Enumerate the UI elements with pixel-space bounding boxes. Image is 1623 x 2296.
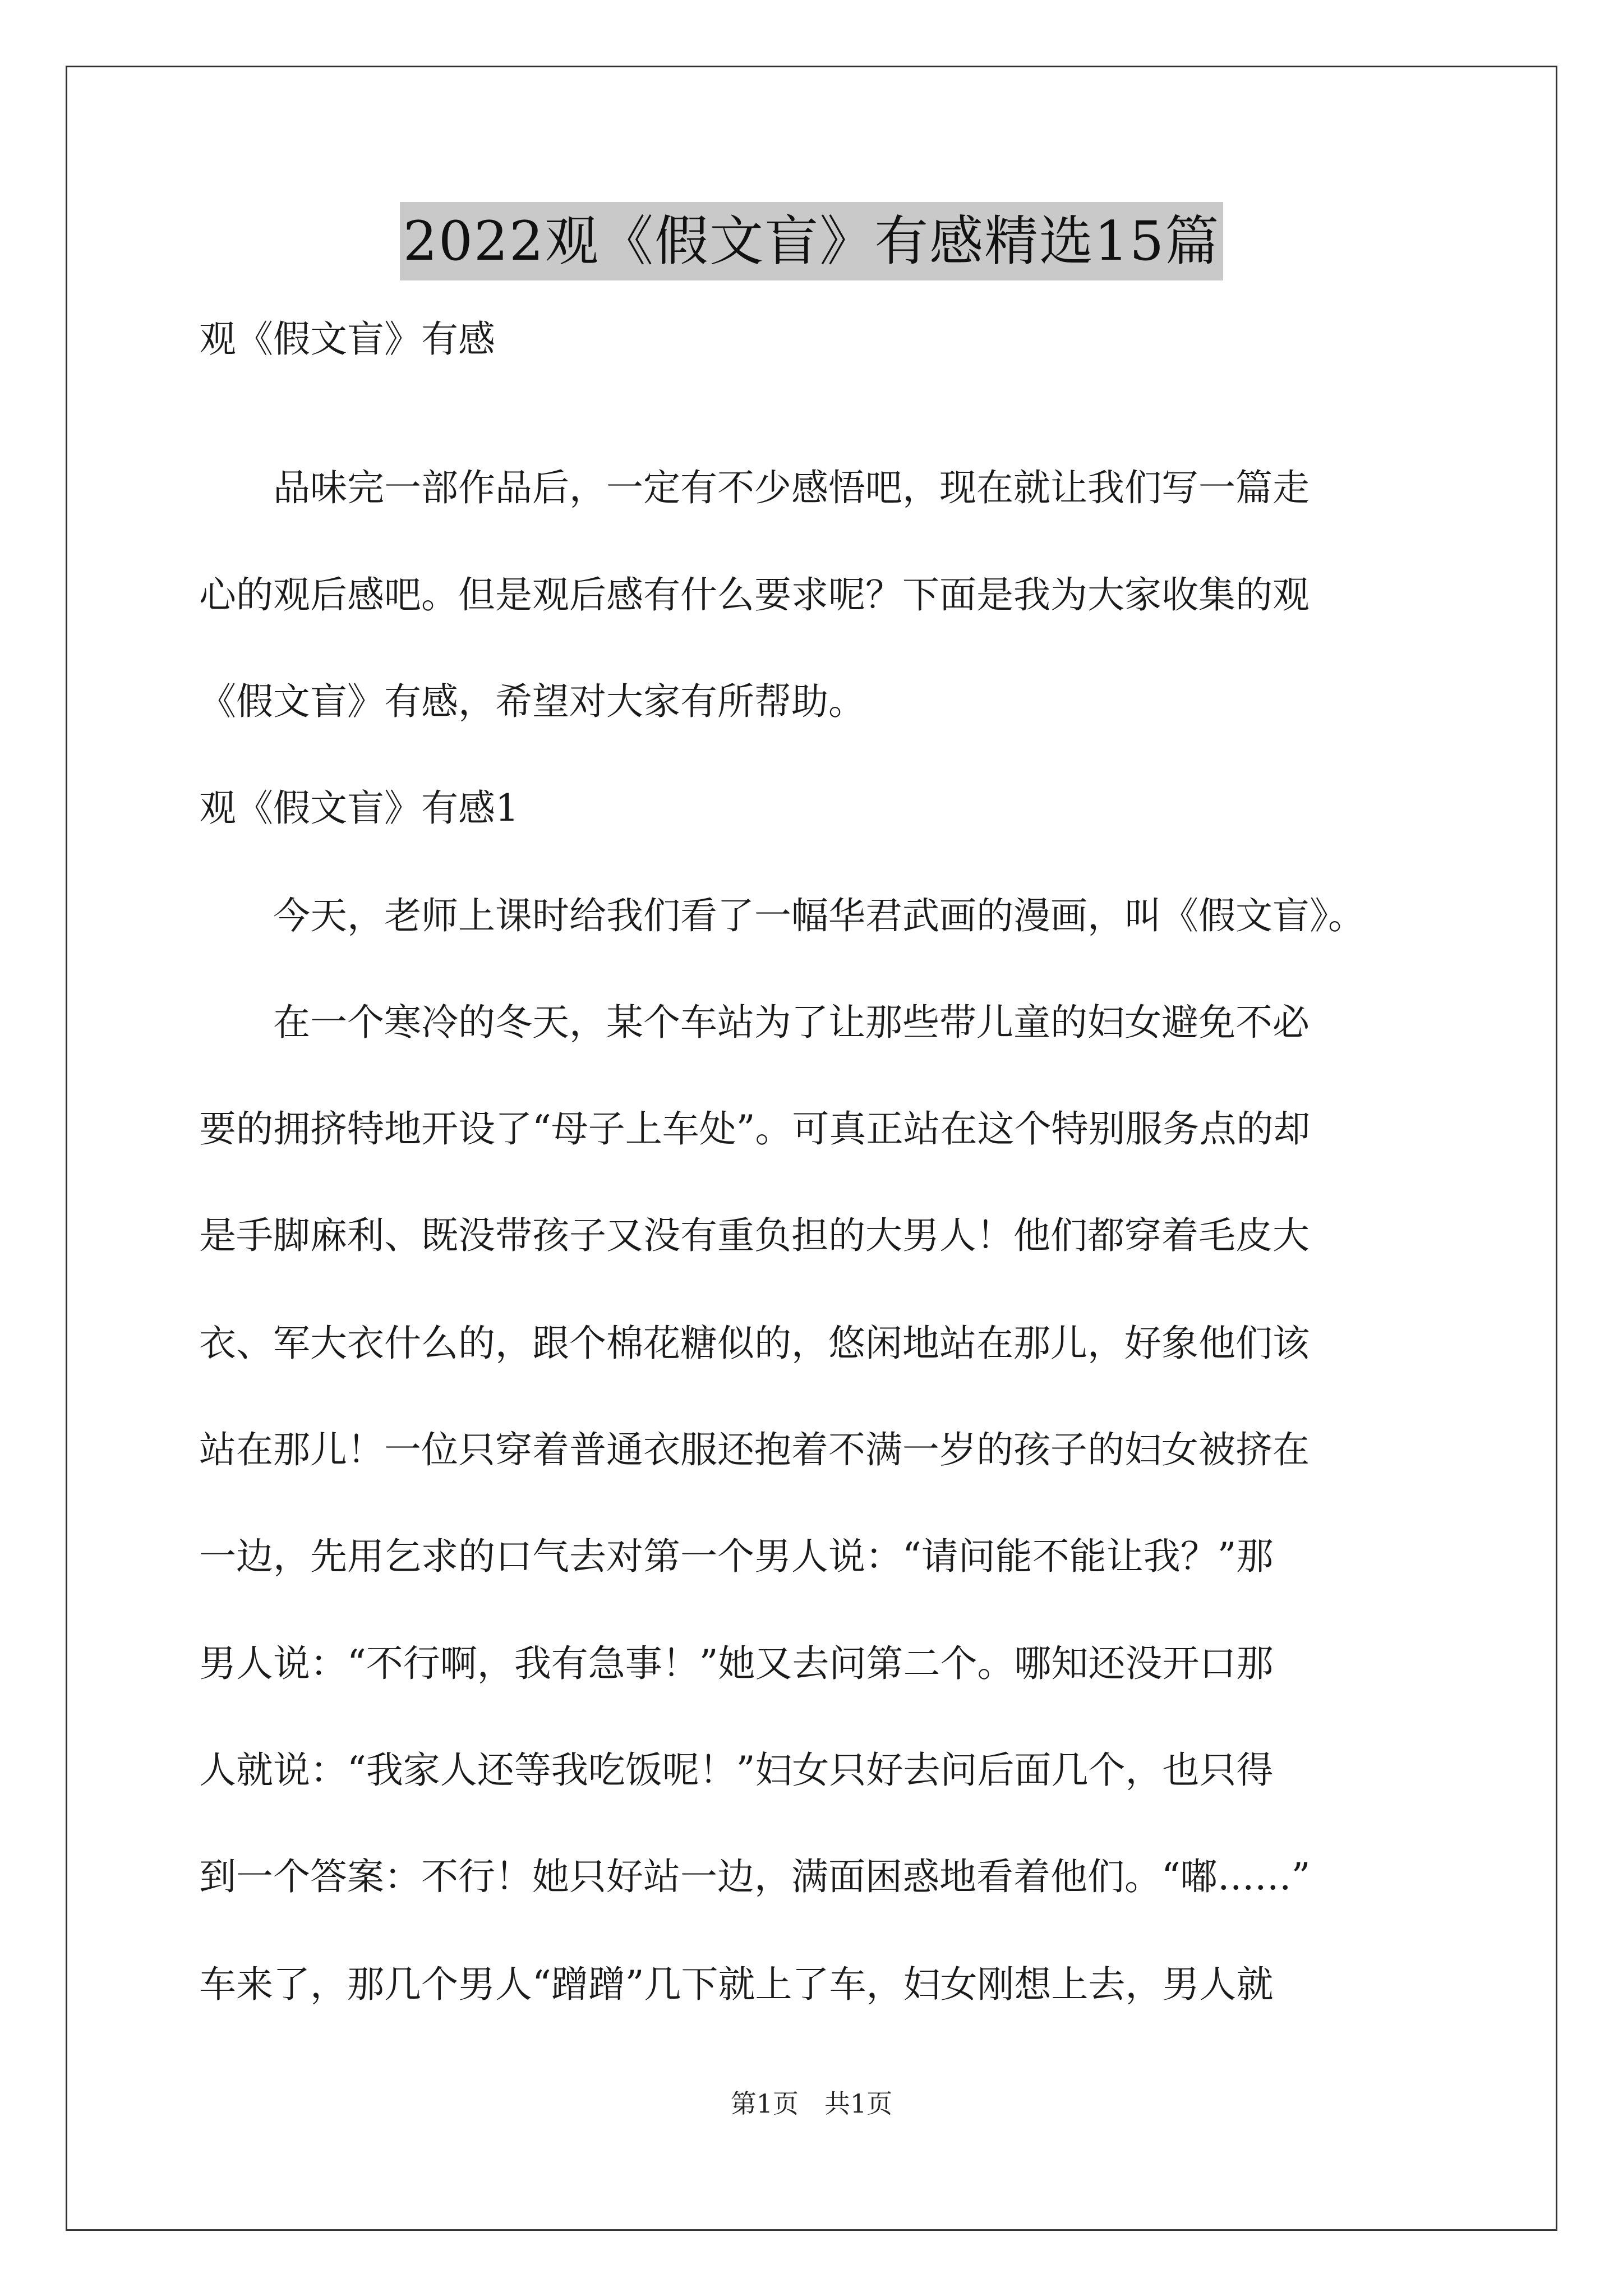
paragraph-line: 站在那儿！一位只穿着普通衣服还抱着不满一岁的孩子的妇女被挤在 [199,1428,1310,1471]
page-footer: 第1页 共1页 [730,2088,893,2119]
paragraph-line: 衣、军大衣什么的，跟个棉花糖似的，悠闲地站在那儿，好象他们该 [199,1322,1310,1365]
paragraph-line: 到一个答案：不行！她只好站一边，满面困惑地看着他们。“嘟……” [199,1855,1311,1898]
paragraph-line: 人就说：“我家人还等我吃饭呢！”妇女只好去问后面几个，也只得 [199,1749,1274,1792]
paragraph-line: 是手脚麻利、既没带孩子又没有重负担的大男人！他们都穿着毛皮大 [199,1214,1310,1257]
paragraph-line: 男人说：“不行啊，我有急事！”她又去问第二个。哪知还没开口那 [199,1642,1274,1685]
document-title: 2022观《假文盲》有感精选15篇 [400,202,1223,280]
paragraph-line: 今天，老师上课时给我们看了一幅华君武画的漫画，叫《假文盲》。 [199,894,1365,937]
paragraph-line: 心的观后感吧。但是观后感有什么要求呢？下面是我为大家收集的观 [199,573,1310,616]
paragraph-line: 一边，先用乞求的口气去对第一个男人说：“请问能不能让我？”那 [199,1535,1274,1578]
section-heading: 观《假文盲》有感1 [199,786,519,830]
paragraph-line: 车来了，那几个男人“蹭蹭”几下就上了车，妇女刚想上去，男人就 [199,1963,1274,2006]
title-wrap [0,202,1623,280]
paragraph-line: 品味完一部作品后，一定有不少感悟吧，现在就让我们写一篇走 [199,466,1310,509]
paragraph-line: 要的拥挤特地开设了“母子上车处”。可真正站在这个特别服务点的却 [199,1107,1311,1151]
paragraph-line: 《假文盲》有感，希望对大家有所帮助。 [199,680,865,723]
paragraph-line: 在一个寒冷的冬天，某个车站为了让那些带儿童的妇女避免不必 [199,1001,1310,1044]
section-heading: 观《假文盲》有感 [199,318,495,361]
